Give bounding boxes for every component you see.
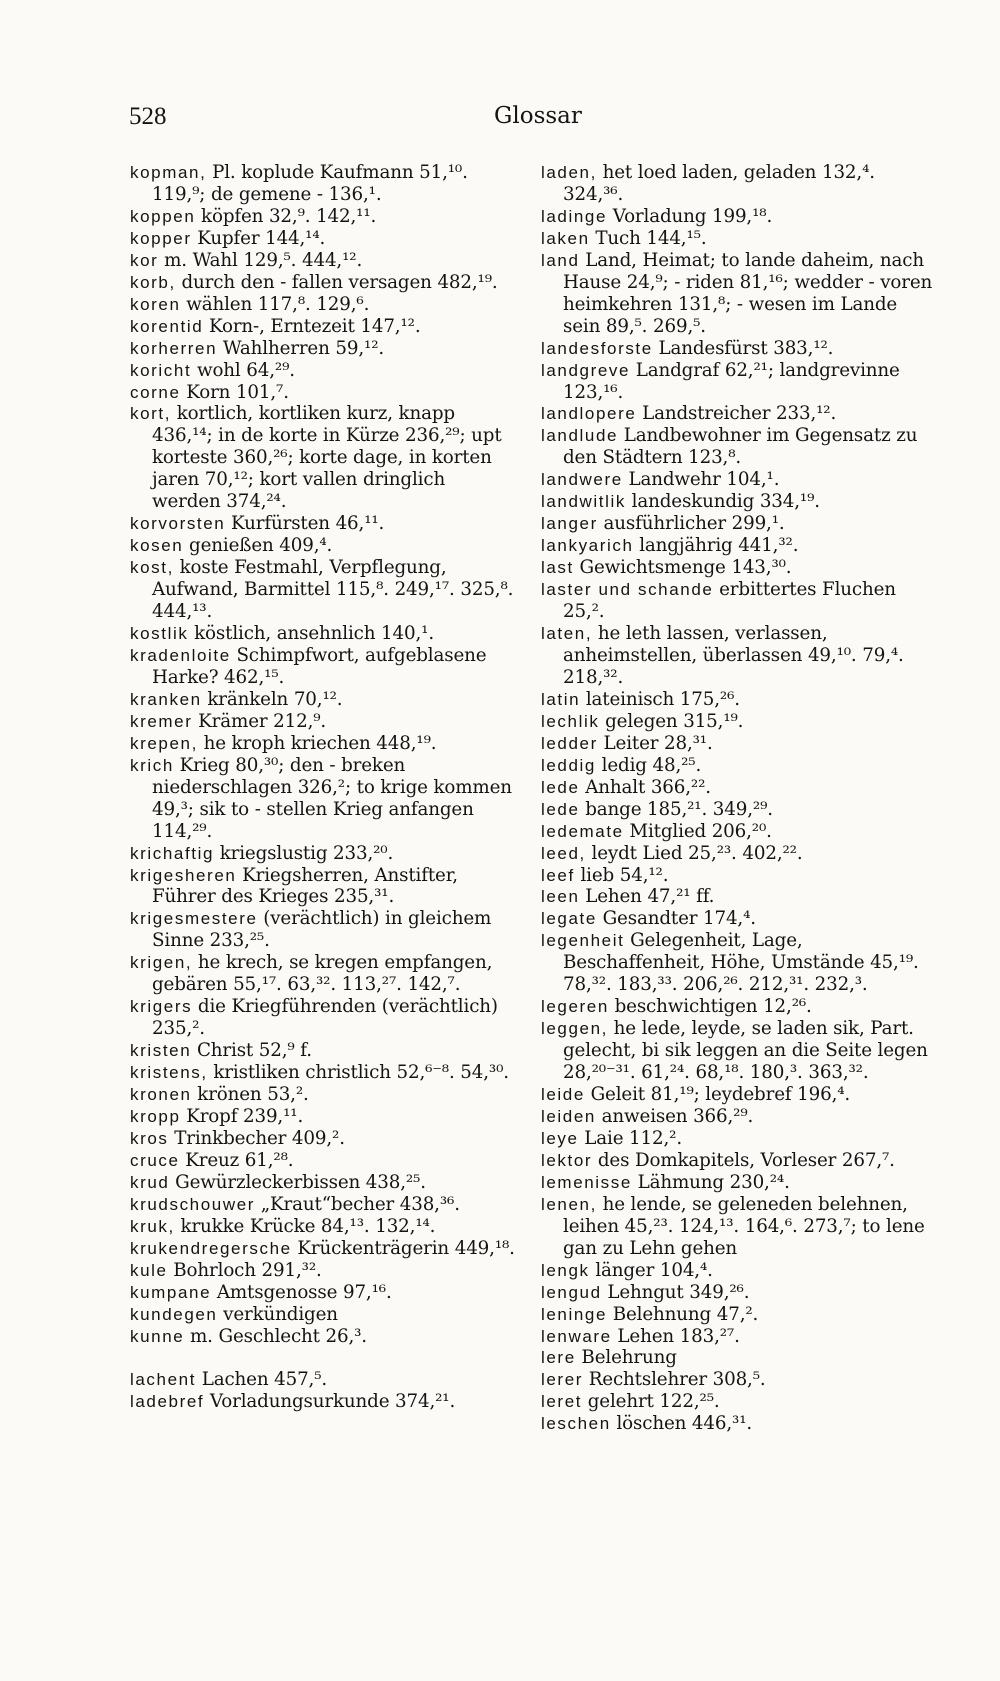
definition: Lehen 47,²¹ ff.: [585, 886, 715, 908]
glossary-entry: [541, 338, 933, 360]
glossary-entry: [130, 689, 515, 711]
headword: kundegen: [130, 1304, 218, 1324]
headword: kristen: [130, 1041, 192, 1061]
headword: korb,: [130, 272, 176, 292]
glossary-entry: [130, 1282, 515, 1304]
glossary-entry: [541, 930, 933, 996]
headword: landesforste: [541, 338, 653, 358]
definition: kriegslustig 233,²⁰.: [219, 842, 394, 864]
glossary-entry: [130, 843, 515, 865]
definition: leydt Lied 25,²³. 402,²².: [591, 842, 803, 864]
glossary-entry: [130, 733, 515, 755]
headword: lengud: [541, 1282, 602, 1302]
glossary-entry: [541, 1282, 933, 1304]
definition: gelegen 315,¹⁹.: [605, 710, 744, 732]
headword: lede: [541, 777, 580, 797]
glossary-entry: [541, 1347, 933, 1369]
glossary-entry: [541, 689, 933, 711]
definition: Landstreicher 233,¹².: [642, 403, 837, 425]
definition: m. Geschlecht 26,³.: [190, 1325, 367, 1347]
headword: lere: [541, 1348, 576, 1368]
headword: latin: [541, 689, 581, 709]
headword: laden,: [541, 163, 597, 182]
definition: Geleit 81,¹⁹; leydebref 196,⁴.: [590, 1084, 851, 1106]
definition: he leth lassen, verlassen, anheimstellen, überlassen 49,¹⁰. 79,⁴. 218,³².: [563, 623, 904, 688]
glossary-entry: [130, 382, 515, 404]
definition: Gewürzleckerbissen 438,²⁵.: [175, 1171, 426, 1193]
definition: Land, Heimat; to lande daheim, nach Hause 24,⁹; - riden 81,¹⁶; wedder - voren heimkehren 131,⁸; - wesen im Lande sein 89,⁵. 269,⁵.: [563, 249, 933, 337]
headword: krigen,: [130, 953, 193, 973]
headword: leed,: [541, 843, 586, 863]
definition: kortlich, kortliken kurz, knapp 436,¹⁴; in de korte in Kürze 236,²⁹; upt korteste 360,²⁶; korte dage, in korten jaren 70,¹²; kort vallen dringlich werden 374,²⁴.: [152, 403, 502, 513]
glossary-entry: [541, 469, 933, 491]
definition: het loed laden, geladen 132,⁴. 324,³⁶.: [563, 162, 875, 205]
definition: Rechtslehrer 308,⁵.: [588, 1369, 766, 1391]
headword: landlude: [541, 426, 619, 446]
headword: kostlik: [130, 624, 189, 644]
headword: kopper: [130, 228, 192, 248]
definition: Lachen 457,⁵.: [201, 1369, 328, 1391]
glossary-entry: [541, 1084, 933, 1106]
headword: ladinge: [541, 206, 608, 226]
glossary-entry: [130, 1326, 515, 1348]
definition: anweisen 366,²⁹.: [601, 1105, 754, 1127]
headword: langer: [541, 514, 598, 534]
definition: die Kriegführenden (verächtlich) 235,².: [152, 996, 498, 1040]
headword: landwitlik: [541, 492, 626, 512]
glossary-entry: [541, 1304, 933, 1326]
definition: wählen 117,⁸. 129,⁶.: [186, 293, 370, 315]
glossary-entry: [130, 1062, 515, 1084]
definition: Korn-, Erntezeit 147,¹².: [208, 315, 421, 337]
definition: Vorladungsurkunde 374,²¹.: [209, 1391, 456, 1413]
definition: kränkeln 70,¹².: [207, 688, 343, 710]
glossary-entry: [130, 1238, 515, 1260]
glossary-entry: [130, 1084, 515, 1106]
glossary-entry: [541, 865, 933, 887]
headword: lenen,: [541, 1194, 597, 1214]
definition: durch den - fallen versagen 482,¹⁹.: [181, 271, 498, 293]
glossary-entry: [130, 557, 515, 623]
definition: des Domkapitels, Vorleser 267,⁷.: [597, 1149, 895, 1171]
headword: ladebref: [130, 1392, 205, 1412]
glossary-entry: [541, 996, 933, 1018]
headword: lerer: [541, 1370, 584, 1390]
glossary-entry: [130, 996, 515, 1040]
definition: lieb 54,¹².: [580, 864, 669, 886]
headword: kumpane: [130, 1282, 212, 1302]
headword: kremer: [130, 711, 193, 731]
headword: krigesheren: [130, 865, 237, 885]
headword: kopman,: [130, 163, 207, 182]
headword: leef: [541, 865, 575, 885]
definition: landeskundig 334,¹⁹.: [631, 491, 820, 513]
headword: kosen: [130, 536, 184, 556]
headword: lemenisse: [541, 1172, 632, 1192]
definition: gelehrt 122,²⁵.: [587, 1391, 720, 1413]
glossary-entry: [130, 206, 515, 228]
glossary-entry: [541, 886, 933, 908]
definition: löschen 446,³¹.: [616, 1413, 753, 1435]
glossary-entry: [541, 1128, 933, 1150]
glossary-column-right: [541, 162, 933, 1435]
headword: lektor: [541, 1150, 593, 1170]
glossary-entry: [541, 623, 933, 689]
glossary-entry: [130, 711, 515, 733]
headword: krud: [130, 1172, 170, 1192]
headword: kunne: [130, 1326, 185, 1346]
headword: landgreve: [541, 360, 631, 380]
glossary-entry: [541, 1391, 933, 1413]
glossary-entry: [130, 623, 515, 645]
headword: krich: [130, 755, 174, 775]
headword: ledder: [541, 733, 598, 753]
glossary-entry: [541, 250, 933, 338]
glossary-entry: [541, 755, 933, 777]
glossary-entry: [130, 272, 515, 294]
headword: land: [541, 250, 580, 270]
glossary-entry: [130, 360, 515, 382]
glossary-entry: [541, 557, 933, 579]
glossary-entry: [541, 513, 933, 535]
headword: kradenloite: [130, 645, 231, 665]
headword: koricht: [130, 360, 192, 380]
glossary-entry: [541, 162, 933, 206]
glossary-entry: [130, 316, 515, 338]
definition: Belehrung: [581, 1347, 677, 1369]
headword: kort,: [130, 404, 172, 424]
headword: legate: [541, 909, 597, 929]
headword: leret: [541, 1392, 583, 1412]
headword: leye: [541, 1128, 579, 1148]
definition: Laie 112,².: [584, 1127, 682, 1149]
definition: Pl. koplude Kaufmann 51,¹⁰. 119,⁹; de gemene - 136,¹.: [152, 162, 468, 205]
definition: ledig 48,²⁵.: [601, 754, 702, 776]
headword: krudschouwer: [130, 1194, 256, 1214]
definition: koste Festmahl, Verpflegung, Aufwand, Barmittel 115,⁸. 249,¹⁷. 325,⁸. 444,¹³.: [152, 557, 514, 623]
glossary-entry: [130, 1391, 515, 1413]
definition: wohl 64,²⁹.: [196, 359, 295, 381]
headword: krukendregersche: [130, 1238, 292, 1258]
glossary-entry: [541, 711, 933, 733]
definition: Landbewohner im Gegensatz zu den Städtern 123,⁸.: [563, 425, 918, 469]
definition: (verächtlich) in gleichem Sinne 233,²⁵.: [152, 908, 492, 952]
definition: Tuch 144,¹⁵.: [595, 227, 707, 249]
definition: Kropf 239,¹¹.: [186, 1105, 304, 1127]
headword: kropp: [130, 1106, 181, 1126]
glossary-entry: [541, 799, 933, 821]
definition: Vorladung 199,¹⁸.: [612, 205, 773, 227]
definition: langjährig 441,³².: [639, 535, 799, 557]
glossary-entry: [541, 821, 933, 843]
glossary-entry: [541, 1369, 933, 1391]
glossary-entry: [130, 403, 515, 513]
definition: Leiter 28,³¹.: [603, 732, 713, 754]
glossary-entry: [130, 1128, 515, 1150]
definition: Korn 101,⁷.: [186, 381, 289, 403]
definition: ausführlicher 299,¹.: [603, 513, 785, 535]
glossary-entry: [130, 1260, 515, 1282]
headword: legenheit: [541, 931, 625, 951]
headword: landlopere: [541, 404, 637, 424]
headword: kost,: [130, 558, 174, 578]
headword: last: [541, 558, 574, 578]
glossary-entry: [130, 1216, 515, 1238]
headword: koppen: [130, 206, 196, 226]
headword: laten,: [541, 624, 593, 644]
definition: Landwehr 104,¹.: [628, 469, 780, 491]
glossary-entry: [130, 1194, 515, 1216]
definition: köpfen 32,⁹. 142,¹¹.: [201, 205, 377, 227]
glossary-entry: [130, 1150, 515, 1172]
headword: corne: [130, 382, 181, 402]
glossary-entry: [130, 1106, 515, 1128]
definition: Kriegsherren, Anstifter, Führer des Krieges 235,³¹.: [152, 864, 458, 908]
definition: he krech, se kregen empfangen, gebären 55,¹⁷. 63,³². 113,²⁷. 142,⁷.: [152, 952, 493, 996]
glossary-entry: [130, 535, 515, 557]
headword: leninge: [541, 1304, 608, 1324]
definition: Belehnung 47,².: [612, 1303, 759, 1325]
glossary-entry: [541, 403, 933, 425]
headword: cruce: [130, 1150, 180, 1170]
definition: erbittertes Fluchen 25,².: [563, 579, 896, 623]
glossary-entry: [541, 535, 933, 557]
headword: lankyarich: [541, 536, 634, 556]
definition: Krückenträgerin 449,¹⁸.: [297, 1237, 515, 1259]
glossary-entry: [541, 843, 933, 865]
headword: koren: [130, 294, 181, 314]
glossary-entry: [541, 228, 933, 250]
glossary-entry: [541, 1194, 933, 1260]
glossary-entry: [541, 733, 933, 755]
headword: lede: [541, 799, 580, 819]
definition: he kroph kriechen 448,¹⁹.: [203, 732, 437, 754]
definition: krukke Krücke 84,¹³. 132,¹⁴.: [180, 1215, 436, 1237]
definition: Lehen 183,²⁷.: [617, 1325, 740, 1347]
definition: Schimpfwort, aufgeblasene Harke? 462,¹⁵.: [152, 644, 487, 688]
definition: Anhalt 366,²².: [585, 776, 711, 798]
glossary-entry: [541, 360, 933, 404]
headword: leschen: [541, 1414, 611, 1434]
glossary-entry: [541, 206, 933, 228]
headword: leen: [541, 887, 580, 907]
page-number: 528: [129, 103, 167, 130]
glossary-entry: [130, 865, 515, 909]
definition: Krieg 80,³⁰; den - breken niederschlagen 326,²; to krige kommen 49,³; sik to - stellen Krieg anfangen 114,²⁹.: [152, 754, 512, 842]
headword: leddig: [541, 755, 596, 775]
headword: korvorsten: [130, 514, 226, 534]
glossary-entry: [130, 250, 515, 272]
glossary-entry: [541, 1106, 933, 1128]
definition: Kreuz 61,²⁸.: [185, 1149, 294, 1171]
glossary-entry: [541, 1413, 933, 1435]
headword: krigers: [130, 997, 193, 1017]
definition: Wahlherren 59,¹².: [222, 337, 385, 359]
glossary-entry: [130, 908, 515, 952]
definition: Kurfürsten 46,¹¹.: [231, 513, 385, 535]
headword: laken: [541, 228, 590, 248]
glossary-entry: [130, 294, 515, 316]
headword: kule: [130, 1260, 168, 1280]
definition: lateinisch 175,²⁶.: [585, 688, 740, 710]
glossary-entry: [130, 338, 515, 360]
definition: m. Wahl 129,⁵. 444,¹².: [164, 249, 363, 271]
definition: he lede, leyde, se laden sik, Part. gelecht, bi sik leggen an die Seite legen 28,²⁰⁻³¹. 61,²⁴. 68,¹⁸. 180,³. 363,³².: [563, 1018, 928, 1084]
glossary-entry: [130, 645, 515, 689]
headword: korherren: [130, 338, 218, 358]
glossary-entry: [541, 1326, 933, 1348]
glossary-entry: [130, 1172, 515, 1194]
definition: Lähmung 230,²⁴.: [637, 1171, 790, 1193]
definition: beschwichtigen 12,²⁶.: [614, 996, 812, 1018]
definition: genießen 409,⁴.: [189, 535, 333, 557]
definition: Lehngut 349,²⁶.: [607, 1281, 750, 1303]
headword: krichaftig: [130, 843, 215, 863]
definition: Kupfer 144,¹⁴.: [197, 227, 326, 249]
definition: Gesandter 174,⁴.: [602, 908, 756, 930]
definition: Amtsgenosse 97,¹⁶.: [216, 1281, 392, 1303]
definition: Landesfürst 383,¹².: [658, 337, 834, 359]
glossary-entry: [130, 952, 515, 996]
glossary-entry: [541, 491, 933, 513]
glossary-entry: [541, 425, 933, 469]
glossary-entry: [541, 908, 933, 930]
glossary-entry: [130, 162, 515, 206]
glossary-entry: [541, 777, 933, 799]
definition: bange 185,²¹. 349,²⁹.: [585, 798, 773, 820]
headword: lengk: [541, 1260, 590, 1280]
glossary-entry: [541, 579, 933, 623]
running-title: Glossar: [494, 103, 582, 129]
glossary-entry: [541, 1018, 933, 1084]
glossary-entry: [541, 1260, 933, 1282]
definition: he lende, se geleneden belehnen, leihen 45,²³. 124,¹³. 164,⁶. 273,⁷; to lene gan zu Lehn gehen: [563, 1193, 925, 1259]
glossary-entry: [130, 755, 515, 843]
headword: korentid: [130, 316, 204, 336]
definition: Christ 52,⁹ f.: [196, 1040, 312, 1062]
definition: Trinkbecher 409,².: [174, 1127, 345, 1149]
headword: krigesmestere: [130, 909, 258, 929]
headword: leide: [541, 1085, 585, 1105]
definition: „Kraut“becher 438,³⁶.: [260, 1193, 460, 1215]
definition: Krämer 212,⁹.: [198, 710, 327, 732]
headword: kor: [130, 250, 159, 270]
headword: krepen,: [130, 733, 198, 753]
definition: länger 104,⁴.: [595, 1259, 713, 1281]
headword: lachent: [130, 1370, 197, 1390]
glossary-entry: [130, 513, 515, 535]
headword: ledemate: [541, 821, 624, 841]
glossary-entry: [130, 228, 515, 250]
definition: Bohrloch 291,³².: [173, 1259, 322, 1281]
definition: krönen 53,².: [197, 1084, 309, 1106]
definition: Landgraf 62,²¹; landgrevinne 123,¹⁶.: [563, 359, 900, 403]
headword: leggen,: [541, 1019, 608, 1039]
definition: kristliken christlich 52,⁶⁻⁸. 54,³⁰.: [213, 1062, 509, 1084]
headword: kros: [130, 1128, 169, 1148]
definition: Mitglied 206,²⁰.: [629, 820, 772, 842]
definition: Gelegenheit, Lage, Beschaffenheit, Höhe, Umstände 45,¹⁹. 78,³². 183,³³. 206,²⁶. 212,³¹. 232,³.: [563, 930, 919, 996]
headword: lechlik: [541, 711, 600, 731]
definition: köstlich, ansehnlich 140,¹.: [194, 623, 434, 645]
headword: landwere: [541, 470, 623, 490]
headword: kristens,: [130, 1063, 208, 1083]
glossary-column-left: [130, 162, 515, 1413]
glossary-entry: [541, 1150, 933, 1172]
glossary-entry: [130, 1040, 515, 1062]
glossary-entry: [130, 1369, 515, 1391]
headword: legeren: [541, 997, 609, 1017]
headword: kruk,: [130, 1216, 175, 1236]
glossary-entry: [130, 1304, 515, 1326]
glossary-entry: [541, 1172, 933, 1194]
definition: Gewichtsmenge 143,³⁰.: [579, 557, 792, 579]
headword: kronen: [130, 1085, 192, 1105]
definition: verkündigen: [223, 1303, 338, 1325]
headword: leiden: [541, 1106, 596, 1126]
headword: lenware: [541, 1326, 612, 1346]
headword: kranken: [130, 689, 202, 709]
headword: laster und schande: [541, 580, 714, 600]
